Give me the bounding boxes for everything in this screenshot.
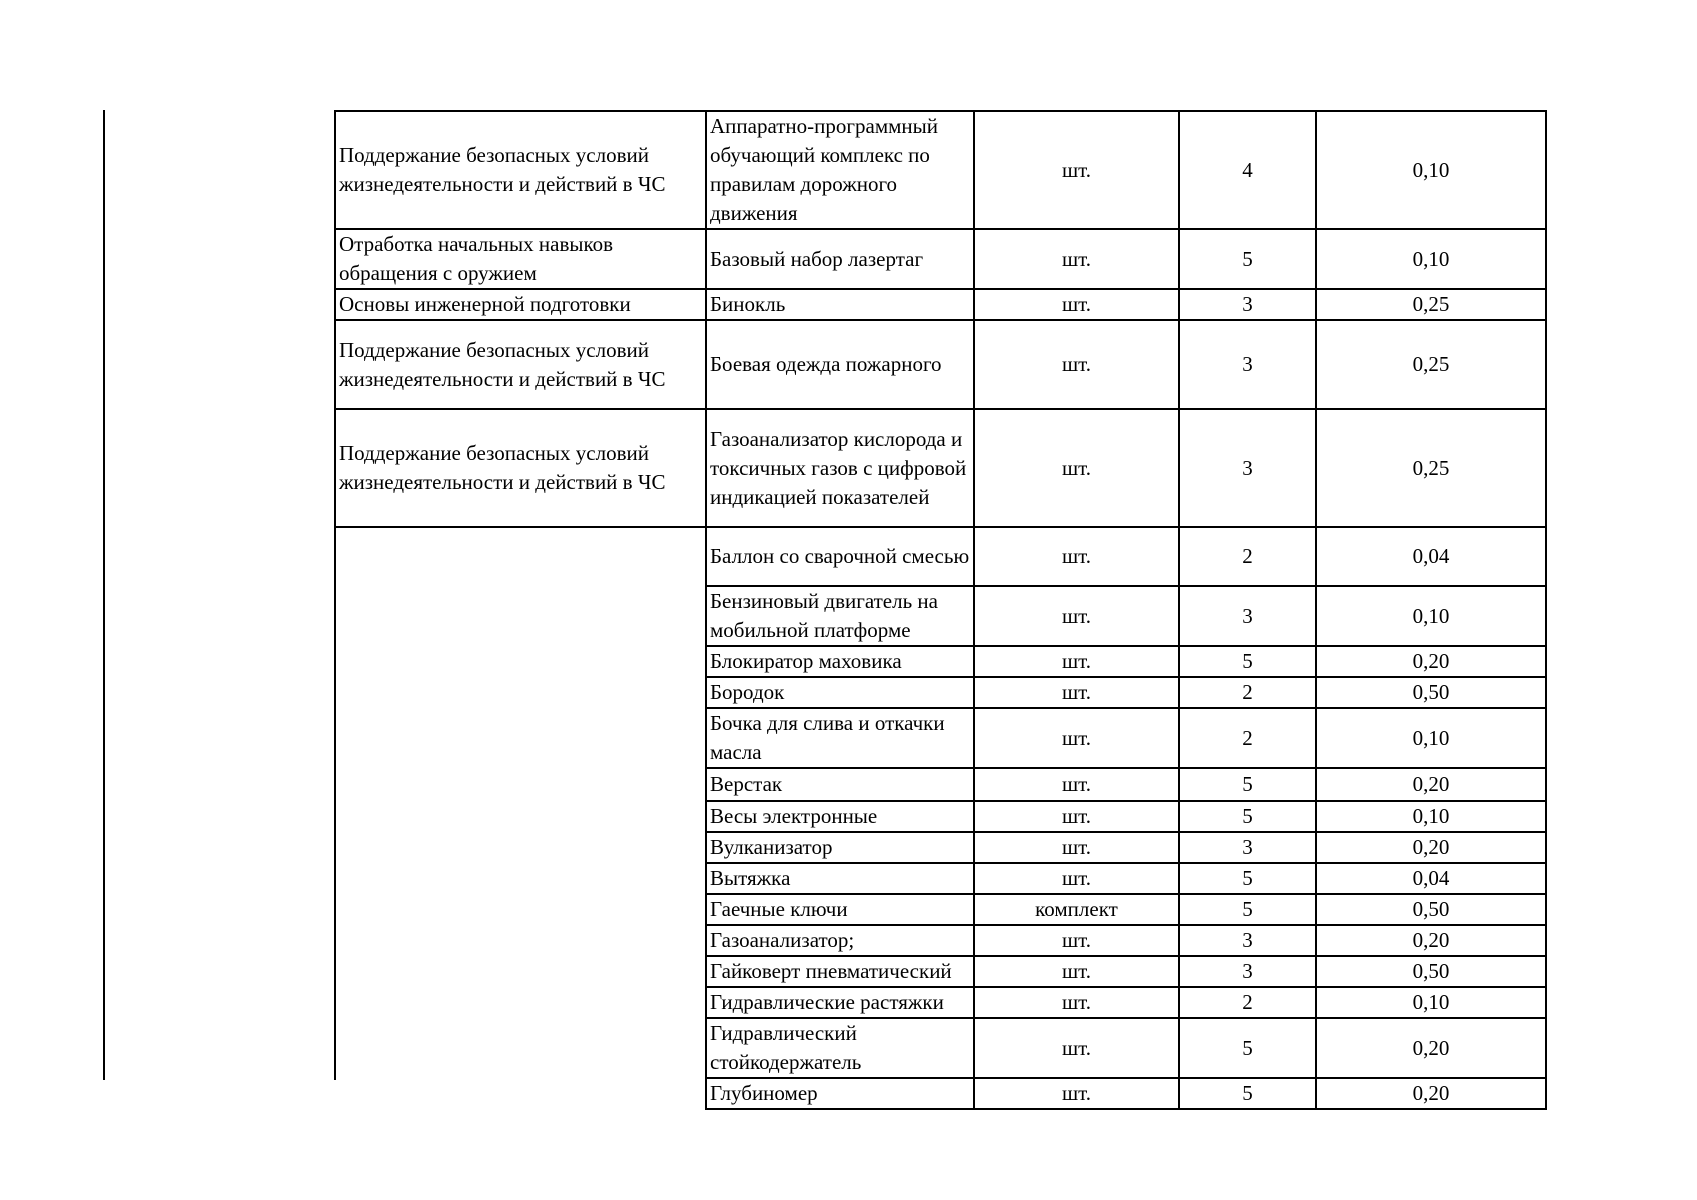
section-cell [335,987,706,1018]
unit-cell: шт. [974,708,1179,768]
table-row [335,832,1546,863]
item-cell: Бочка для слива и откачки масла [706,708,974,768]
qty-cell: 5 [1179,801,1316,832]
item-cell: Гаечные ключи [706,894,974,925]
table-row [335,801,1546,832]
table-row [335,111,1546,229]
qty-cell: 5 [1179,894,1316,925]
norm-cell: 0,10 [1316,987,1546,1018]
table-row [335,289,1546,320]
item-cell: Гидравлический стойкодержатель [706,1018,974,1078]
unit-cell: шт. [974,1078,1179,1109]
qty-cell: 5 [1179,1078,1316,1109]
qty-cell: 5 [1179,768,1316,801]
table-row [335,863,1546,894]
norm-cell: 0,20 [1316,768,1546,801]
table-row [335,925,1546,956]
unit-cell: шт. [974,863,1179,894]
qty-cell: 3 [1179,956,1316,987]
item-cell: Базовый набор лазертаг [706,229,974,289]
item-cell: Блокиратор маховика [706,646,974,677]
qty-cell: 3 [1179,586,1316,646]
section-cell: Отработка начальных навыков обращения с оружием [335,229,706,289]
section-cell [335,646,706,677]
section-cell [335,956,706,987]
norm-cell: 0,20 [1316,925,1546,956]
page-margin-rule [103,110,105,1080]
item-cell: Бородок [706,677,974,708]
unit-cell: комплект [974,894,1179,925]
unit-cell: шт. [974,111,1179,229]
item-cell: Газоанализатор; [706,925,974,956]
unit-cell: шт. [974,956,1179,987]
item-cell: Гайковерт пневматический [706,956,974,987]
unit-cell: шт. [974,229,1179,289]
table-row [335,987,1546,1018]
section-cell: Основы инженерной подготовки [335,289,706,320]
table-row [335,1018,1546,1078]
qty-cell: 5 [1179,1018,1316,1078]
item-cell: Бензиновый двигатель на мобильной платформе [706,586,974,646]
section-cell [335,1078,706,1109]
qty-cell: 3 [1179,925,1316,956]
qty-cell: 5 [1179,229,1316,289]
section-cell [335,586,706,646]
norm-cell: 0,20 [1316,832,1546,863]
section-cell: Поддержание безопасных условий жизнедеятельности и действий в ЧС [335,409,706,527]
table-row [335,708,1546,768]
unit-cell: шт. [974,987,1179,1018]
item-cell: Вулканизатор [706,832,974,863]
table-row [335,320,1546,409]
unit-cell: шт. [974,925,1179,956]
table-row [335,768,1546,801]
section-cell [335,925,706,956]
table-row [335,956,1546,987]
qty-cell: 2 [1179,708,1316,768]
unit-cell: шт. [974,768,1179,801]
norm-cell: 0,20 [1316,1018,1546,1078]
unit-cell: шт. [974,320,1179,409]
norm-cell: 0,10 [1316,801,1546,832]
item-cell: Аппаратно-программный обучающий комплекс по правилам дорожного движения [706,111,974,229]
norm-cell: 0,50 [1316,677,1546,708]
norm-cell: 0,25 [1316,320,1546,409]
unit-cell: шт. [974,832,1179,863]
norm-cell: 0,04 [1316,863,1546,894]
norm-cell: 0,10 [1316,111,1546,229]
norm-cell: 0,25 [1316,409,1546,527]
unit-cell: шт. [974,409,1179,527]
section-cell: Поддержание безопасных условий жизнедеятельности и действий в ЧС [335,320,706,409]
qty-cell: 5 [1179,646,1316,677]
item-cell: Вытяжка [706,863,974,894]
unit-cell: шт. [974,586,1179,646]
qty-cell: 2 [1179,527,1316,586]
qty-cell: 2 [1179,987,1316,1018]
item-cell: Гидравлические растяжки [706,987,974,1018]
qty-cell: 3 [1179,409,1316,527]
section-cell [335,832,706,863]
section-cell [335,708,706,768]
section-cell [335,801,706,832]
norm-cell: 0,20 [1316,1078,1546,1109]
table-row [335,677,1546,708]
item-cell: Бинокль [706,289,974,320]
norm-cell: 0,50 [1316,894,1546,925]
table-row [335,409,1546,527]
qty-cell: 2 [1179,677,1316,708]
item-cell: Глубиномер [706,1078,974,1109]
unit-cell: шт. [974,677,1179,708]
table-row [335,646,1546,677]
qty-cell: 3 [1179,289,1316,320]
norm-cell: 0,25 [1316,289,1546,320]
table-row [335,229,1546,289]
norm-cell: 0,50 [1316,956,1546,987]
item-cell: Весы электронные [706,801,974,832]
table-row [335,586,1546,646]
section-cell [335,1018,706,1078]
qty-cell: 5 [1179,863,1316,894]
section-cell [335,677,706,708]
norm-cell: 0,10 [1316,708,1546,768]
section-cell: Поддержание безопасных условий жизнедеятельности и действий в ЧС [335,111,706,229]
qty-cell: 3 [1179,320,1316,409]
norm-cell: 0,20 [1316,646,1546,677]
norm-cell: 0,10 [1316,229,1546,289]
item-cell: Верстак [706,768,974,801]
item-cell: Газоанализатор кислорода и токсичных газов с цифровой индикацией показателей [706,409,974,527]
norm-cell: 0,04 [1316,527,1546,586]
equipment-table [334,110,1547,1110]
section-cell [335,863,706,894]
unit-cell: шт. [974,646,1179,677]
table-row [335,1078,1546,1109]
qty-cell: 4 [1179,111,1316,229]
unit-cell: шт. [974,527,1179,586]
table-row [335,527,1546,586]
unit-cell: шт. [974,289,1179,320]
section-cell [335,527,706,586]
unit-cell: шт. [974,1018,1179,1078]
item-cell: Боевая одежда пожарного [706,320,974,409]
table-row [335,894,1546,925]
section-cell [335,894,706,925]
item-cell: Баллон со сварочной смесью [706,527,974,586]
unit-cell: шт. [974,801,1179,832]
norm-cell: 0,10 [1316,586,1546,646]
qty-cell: 3 [1179,832,1316,863]
section-cell [335,768,706,801]
